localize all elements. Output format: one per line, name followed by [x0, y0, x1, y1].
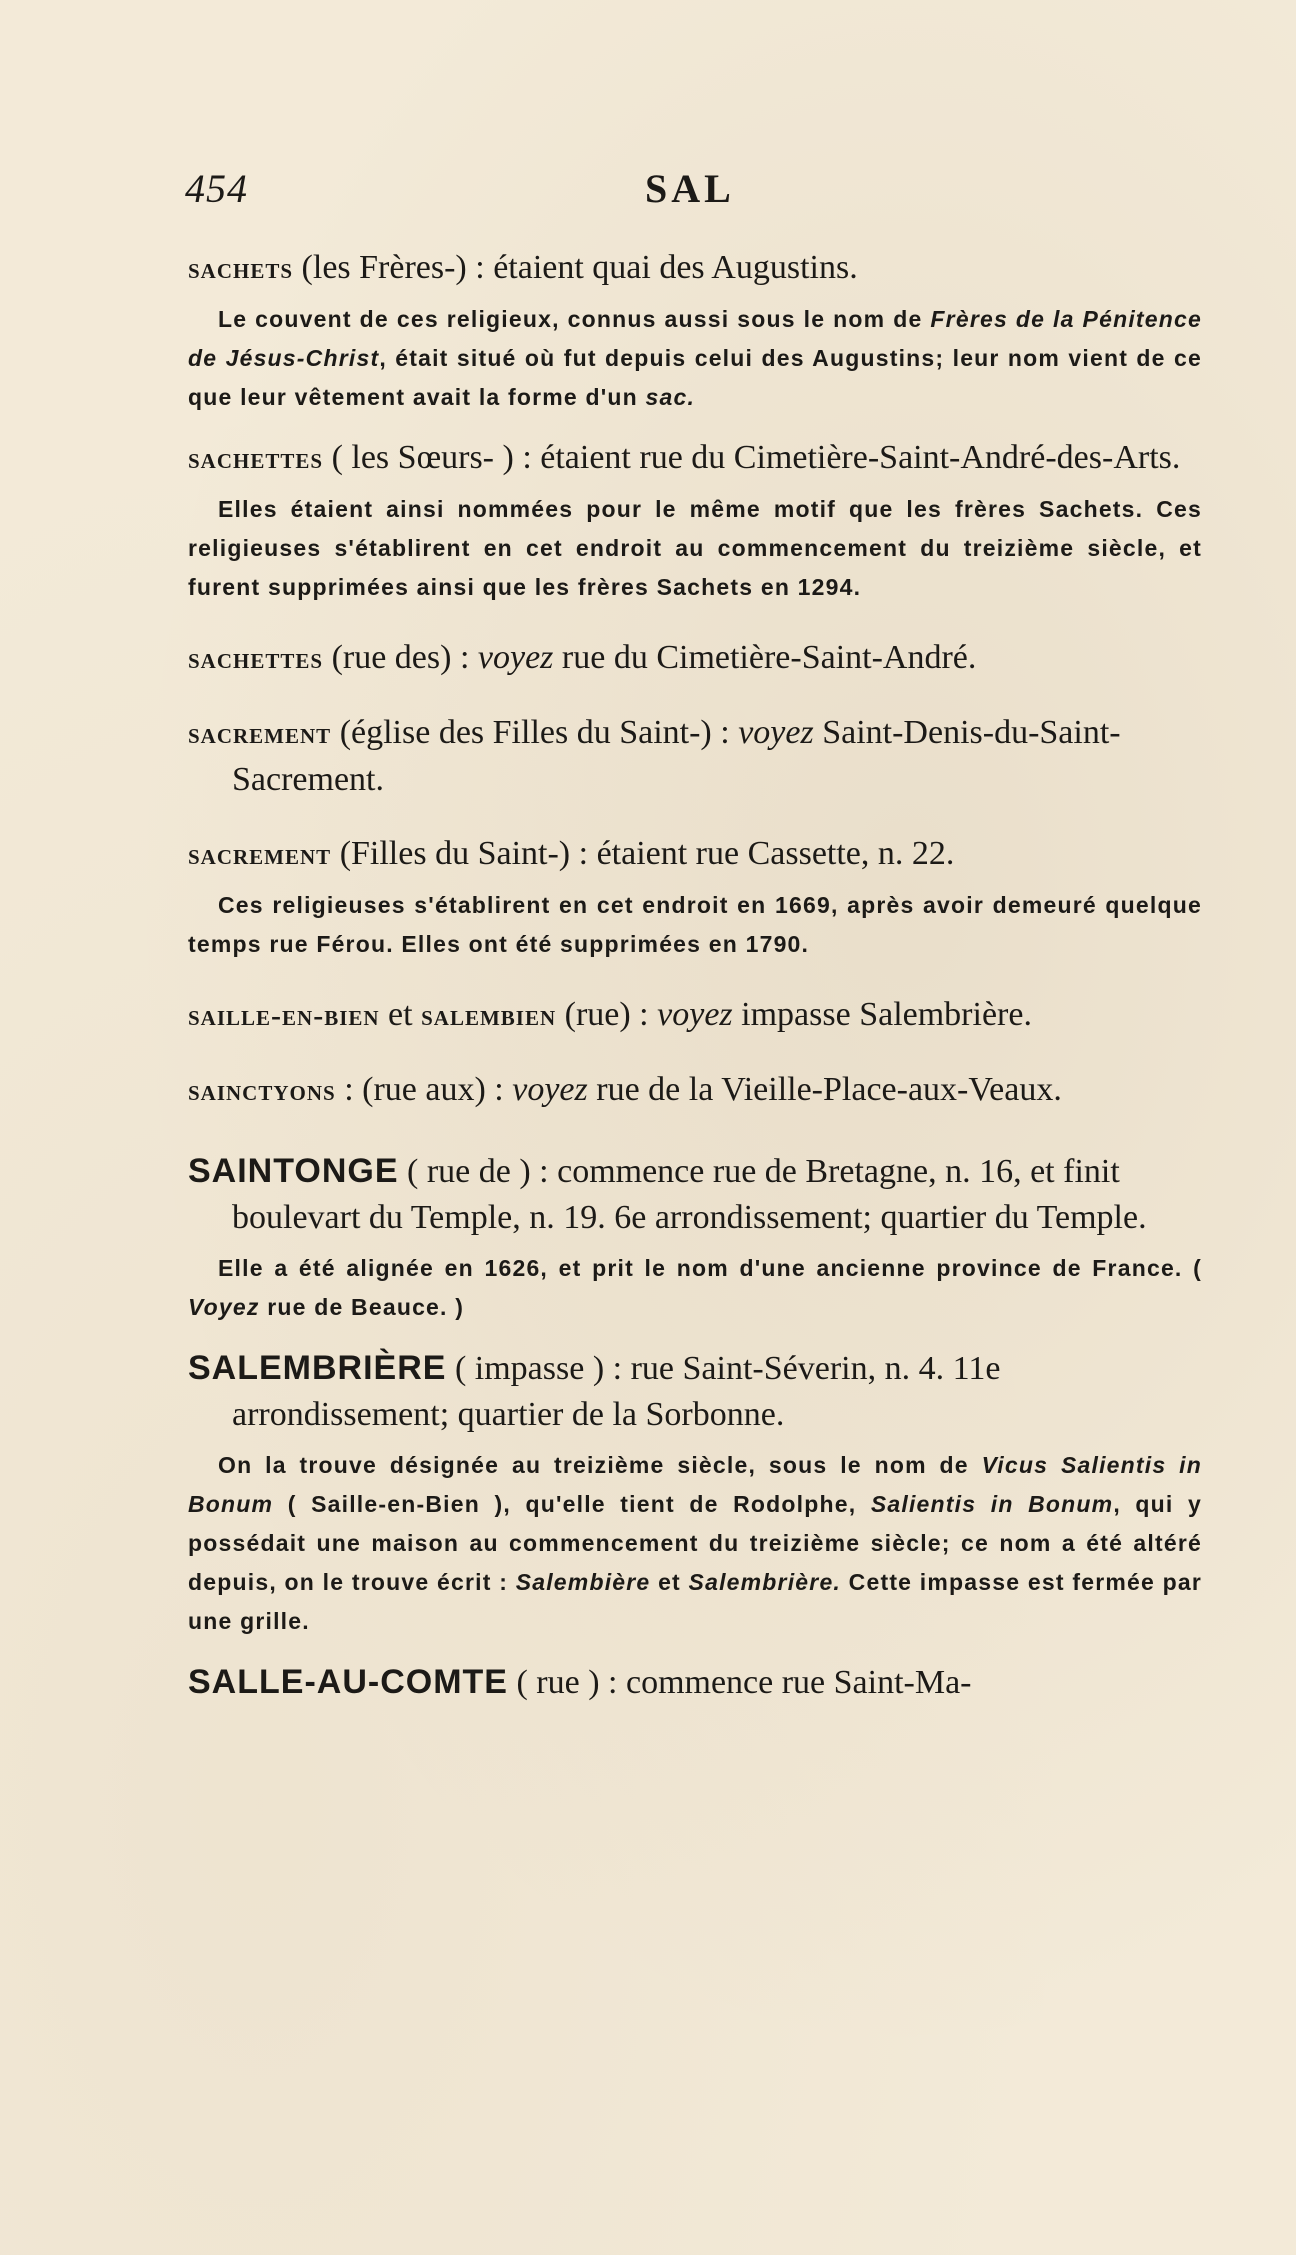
entry-salembriere	[188, 1345, 1202, 1641]
note-text: ( Saille-en-Bien ), qu'elle tient de Rodolphe,	[273, 1491, 871, 1517]
entry-name: sachets	[188, 252, 294, 285]
entry-name: sachettes	[188, 642, 324, 675]
note-text: Le couvent de ces religieux, connus aussi sous le nom de	[218, 306, 931, 332]
entry-see: voyez	[477, 639, 554, 676]
entry-name: sacrement	[188, 717, 332, 750]
note-text: , était situé où fut depuis celui des Augustins; leur nom vient de ce que leur vêtement avait la forme d'un	[188, 345, 1202, 410]
entry-heading	[188, 992, 1202, 1039]
entry-heading	[188, 1659, 1202, 1706]
entry-note: Elles étaient ainsi nommées pour le même motif que les frères Sachets. Ces religieuses s'établirent en cet endroit au commencement du treizième siècle, et furent supprimées ainsi que les frères Sachets en 1294.	[188, 496, 1202, 600]
running-head: SAL	[645, 166, 735, 211]
page-header	[185, 165, 1205, 225]
note-text: rue de Beauce. )	[259, 1294, 465, 1320]
entry-note	[188, 1249, 1202, 1327]
entry-text: (église des Filles du Saint-) :	[339, 714, 739, 751]
entry-text: (rue des) :	[331, 639, 478, 676]
entry-name: SALLE-AU-COMTE	[188, 1663, 508, 1701]
entry-note	[188, 300, 1202, 417]
entry-sachettes-rue	[188, 635, 1202, 682]
note-text: et	[650, 1569, 689, 1595]
entry-heading	[188, 1148, 1202, 1241]
entry-heading	[188, 435, 1202, 482]
entry-note: Ces religieuses s'établirent en cet endroit en 1669, après avoir demeuré quelque temps rue Férou. Elles ont été supprimées en 1790.	[188, 892, 1202, 957]
note-italic: sac.	[645, 384, 696, 410]
note-text: Elle a été alignée en 1626, et prit le nom d'une ancienne province de France. (	[218, 1255, 1202, 1281]
note-text: On la trouve désignée au treizième siècle, sous le nom de	[218, 1452, 982, 1478]
entry-name-alt: salembien	[421, 999, 557, 1032]
note-italic: Voyez	[188, 1294, 260, 1320]
entry-heading	[188, 1067, 1202, 1114]
note-italic: Salembière	[515, 1569, 651, 1595]
entry-joiner: et	[379, 996, 422, 1033]
entry-text: impasse Salembrière.	[732, 996, 1032, 1033]
entry-heading	[188, 831, 1202, 878]
entry-text: Saint-Denis-du-Saint-Sacrement.	[232, 714, 1121, 798]
page-number: 454	[185, 166, 248, 211]
entry-saintonge	[188, 1148, 1202, 1327]
entry-text: rue du Cimetière-Saint-André.	[553, 639, 977, 676]
entry-saille-en-bien	[188, 992, 1202, 1039]
note-italic: Frères de la Pénitence de Jésus-Christ	[188, 306, 1202, 371]
entry-text: : (rue aux) :	[335, 1071, 513, 1108]
entry-text: ( les Sœurs- ) : étaient rue du Cimetière-Saint-André-des-Arts.	[331, 439, 1181, 476]
page-content	[188, 245, 1202, 1706]
note-text: Cette impasse est fermée par une grille.	[188, 1569, 1202, 1634]
entry-salle-au-comte	[188, 1659, 1202, 1706]
entry-heading	[188, 635, 1202, 682]
entry-see: voyez	[738, 714, 814, 751]
entry-sainctyons	[188, 1067, 1202, 1114]
entry-name: SALEMBRIÈRE	[188, 1349, 447, 1387]
note-text: , qui y possédait une maison au commencement du treizième siècle; ce nom a été altéré depuis, on le trouve écrit :	[188, 1491, 1202, 1595]
entry-heading	[188, 710, 1202, 803]
entry-text: ( rue ) : commence rue Saint-Ma-	[507, 1664, 972, 1701]
entry-sacrement-filles	[188, 831, 1202, 964]
entry-text: (rue) :	[556, 996, 658, 1033]
note-italic: Salientis in Bonum	[870, 1491, 1114, 1517]
note-italic: Vicus Salientis in Bonum	[188, 1452, 1202, 1517]
entry-heading	[188, 245, 1202, 292]
entry-heading	[188, 1345, 1202, 1438]
entry-name: sacrement	[188, 838, 332, 871]
entry-name: sainctyons	[188, 1074, 336, 1107]
entry-name: saille-en-bien	[188, 999, 380, 1032]
entry-note	[188, 1446, 1202, 1641]
entry-text: (les Frères-) : étaient quai des Augustins.	[301, 249, 858, 286]
entry-name: sachettes	[188, 442, 324, 475]
entry-sacrement-eglise	[188, 710, 1202, 803]
entry-text: rue de la Vieille-Place-aux-Veaux.	[587, 1071, 1062, 1108]
entry-see: voyez	[657, 996, 733, 1033]
entry-sachets	[188, 245, 1202, 417]
entry-text: ( rue de ) : commence rue de Bretagne, n. 16, et finit boulevart du Temple, n. 19. 6e arrondissement; quartier du Temple.	[232, 1153, 1147, 1236]
entry-name: SAINTONGE	[188, 1152, 399, 1190]
note-italic: Salembrière.	[688, 1569, 842, 1595]
entry-text: (Filles du Saint-) : étaient rue Cassette, n. 22.	[339, 835, 955, 872]
entry-see: voyez	[512, 1071, 588, 1108]
entry-text: ( impasse ) : rue Saint-Séverin, n. 4. 11e arrondissement; quartier de la Sorbonne.	[232, 1350, 1001, 1433]
entry-sachettes-soeurs	[188, 435, 1202, 607]
